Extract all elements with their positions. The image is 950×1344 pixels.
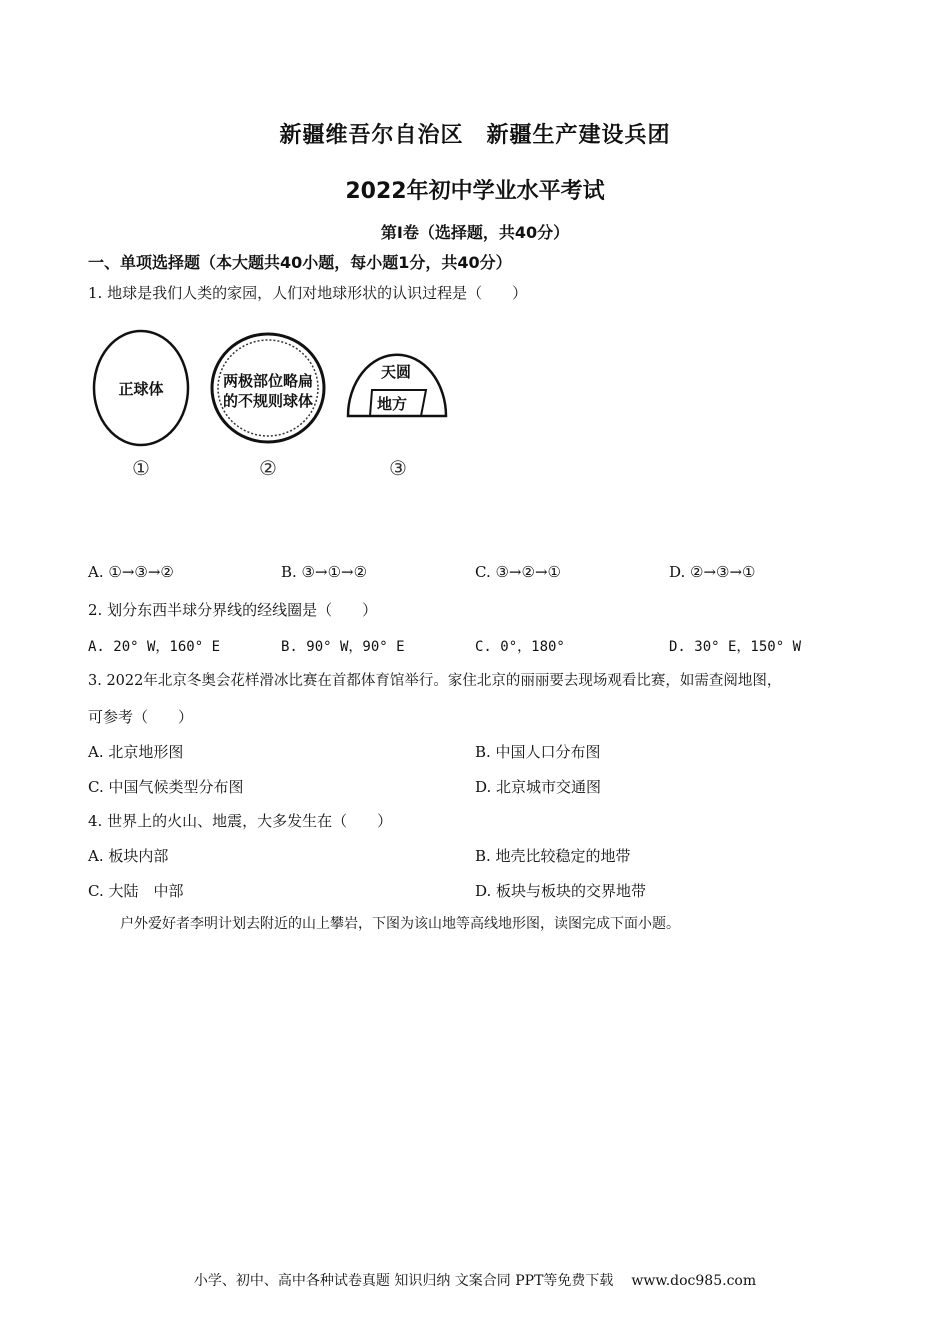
section-heading: 一、单项选择题（本大题共40小题，每小题1分，共40分） (88, 253, 512, 272)
q2-option-a[interactable]: A. 20° W，160° E (88, 639, 221, 655)
map-question-intro: 户外爱好者李明计划去附近的山上攀岩，下图为该山地等高线地形图，读图完成下面小题。 (120, 916, 680, 932)
fig2-label-line2: 的不规则球体 (222, 392, 314, 410)
fig3-number: ③ (389, 456, 407, 480)
page-footer (0, 1270, 950, 1290)
volume-heading: 第Ⅰ卷（选择题，共40分） (380, 223, 570, 242)
earth-shape-figure (80, 320, 480, 495)
question-2-stem: 2. 划分东西半球分界线的经线圈是（ ） (88, 601, 378, 619)
fig1-number: ① (132, 456, 150, 480)
q2-option-d[interactable]: D. 30° E，150° W (669, 639, 802, 655)
question-1-stem: 1. 地球是我们人类的家园，人们对地球形状的认识过程是（ ） (88, 284, 528, 302)
q1-option-c[interactable]: C. ③→②→① (475, 563, 561, 581)
q3-option-d[interactable]: D. 北京城市交通图 (475, 778, 602, 796)
q2-option-b[interactable]: B. 90° W，90° E (281, 639, 405, 655)
q4-option-b[interactable]: B. 地壳比较稳定的地带 (475, 847, 631, 865)
fig2-number: ② (259, 456, 277, 480)
question-3-stem-line2: 可参考（ ） (88, 708, 194, 726)
exam-title: 2022年初中学业水平考试 (345, 179, 605, 204)
fig3-top-label: 天圆 (380, 363, 412, 381)
fig2-label-line1: 两极部位略扁 (222, 372, 314, 390)
footer-site-link[interactable]: www.doc985.com (631, 1273, 757, 1289)
q2-option-c[interactable]: C. 0°，180° (475, 639, 565, 655)
fig1-label: 正球体 (118, 380, 164, 398)
q1-option-b[interactable]: B. ③→①→② (281, 563, 368, 581)
q4-option-a[interactable]: A. 板块内部 (88, 847, 169, 865)
q3-option-a[interactable]: A. 北京地形图 (88, 743, 184, 761)
footer-text: 小学、初中、高中各种试卷真题 知识归纳 文案合同 PPT等免费下载 (193, 1273, 614, 1289)
q4-option-c[interactable]: C. 大陆 中部 (88, 882, 184, 900)
exam-region-title: 新疆维吾尔自治区 新疆生产建设兵团 (279, 123, 671, 148)
question-4-stem: 4. 世界上的火山、地震，大多发生在（ ） (88, 812, 393, 830)
q1-option-d[interactable]: D. ②→③→① (669, 563, 756, 581)
fig3-bottom-label: 地方 (376, 395, 408, 413)
question-3-stem-line1: 3. 2022年北京冬奥会花样滑冰比赛在首都体育馆举行。家住北京的丽丽要去现场观看比赛，如需查阅地图， (88, 673, 782, 689)
q3-option-b[interactable]: B. 中国人口分布图 (475, 743, 601, 761)
q1-option-a[interactable]: A. ①→③→② (88, 563, 174, 581)
q3-option-c[interactable]: C. 中国气候类型分布图 (88, 778, 244, 796)
q4-option-d[interactable]: D. 板块与板块的交界地带 (475, 882, 647, 900)
